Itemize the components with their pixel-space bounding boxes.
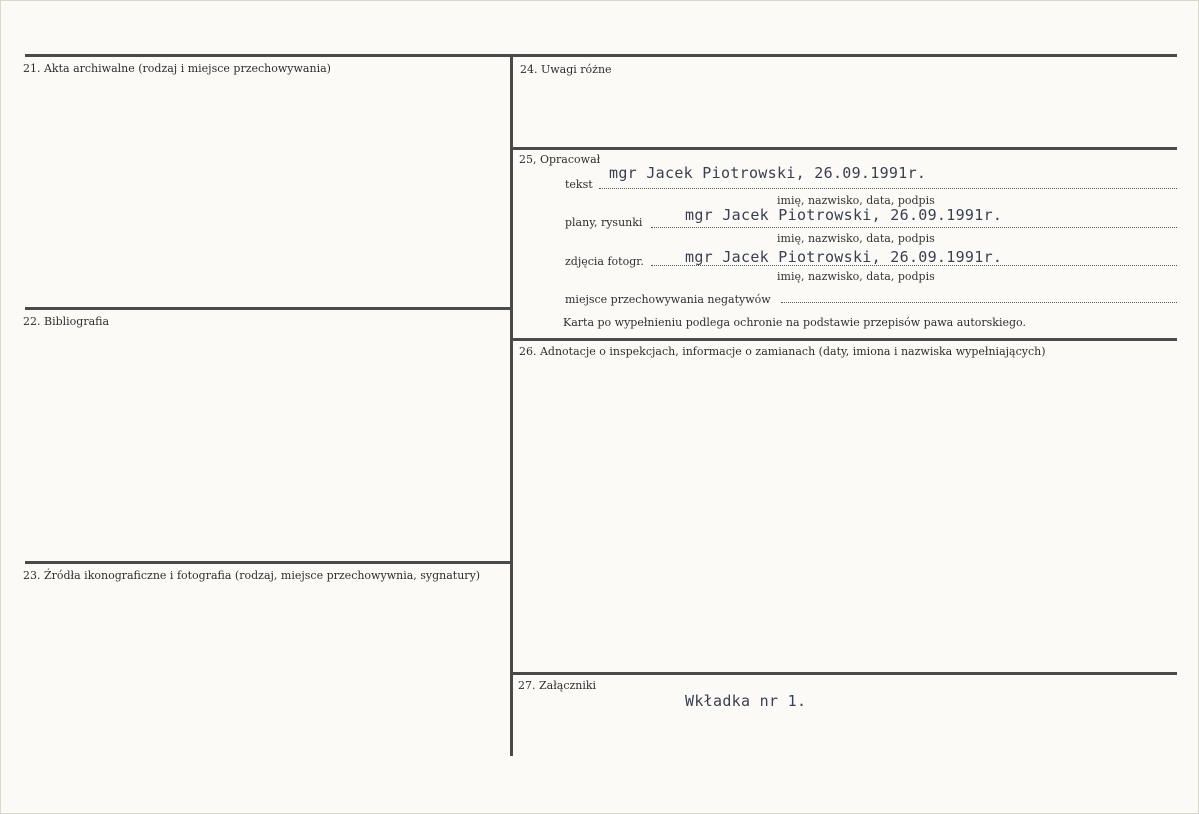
top-rule: [25, 54, 1177, 57]
column-divider: [510, 56, 513, 756]
plany-caption: imię, nazwisko, data, podpis: [777, 232, 935, 245]
plany-line: [651, 227, 1177, 228]
section-26-title: 26. Adnotacje o inspekcjach, informacje o zamianach (daty, imiona i nazwiska wypełniających): [519, 345, 1046, 358]
section-24-title: 24. Uwagi różne: [520, 63, 612, 76]
zdjecia-caption: imię, nazwisko, data, podpis: [777, 270, 935, 283]
tekst-line: [599, 188, 1177, 189]
tekst-label: tekst: [565, 178, 593, 191]
negatywy-label: miejsce przechowywania negatywów: [565, 293, 771, 306]
section-21-title: 21. Akta archiwalne (rodzaj i miejsce przechowywania): [23, 62, 331, 75]
copyright-notice: Karta po wypełnieniu podlega ochronie na podstawie przepisów pawa autorskiego.: [563, 316, 1026, 329]
zdjecia-label: zdjęcia fotogr.: [565, 255, 644, 268]
section-23-title: 23. Źródła ikonograficzne i fotografia (rodzaj, miejsce przechowywnia, sygnatury): [23, 569, 481, 582]
negatywy-line: [781, 302, 1177, 303]
plany-label: plany, rysunki: [565, 216, 643, 229]
tekst-caption: imię, nazwisko, data, podpis: [777, 194, 935, 207]
zdjecia-value: mgr Jacek Piotrowski, 26.09.1991r.: [685, 248, 1003, 266]
rule-22-23: [25, 561, 511, 564]
rule-25-26: [513, 338, 1177, 341]
tekst-value: mgr Jacek Piotrowski, 26.09.1991r.: [609, 164, 927, 182]
rule-26-27: [513, 672, 1177, 675]
zalaczniki-value: Wkładka nr 1.: [685, 692, 807, 710]
rule-24-25: [513, 147, 1177, 150]
section-27-title: 27. Załączniki: [518, 679, 597, 692]
rule-21-22: [25, 307, 511, 310]
plany-value: mgr Jacek Piotrowski, 26.09.1991r.: [685, 206, 1003, 224]
section-22-title: 22. Bibliografia: [23, 315, 110, 328]
section-25-title: 25, Opracował: [519, 153, 601, 166]
